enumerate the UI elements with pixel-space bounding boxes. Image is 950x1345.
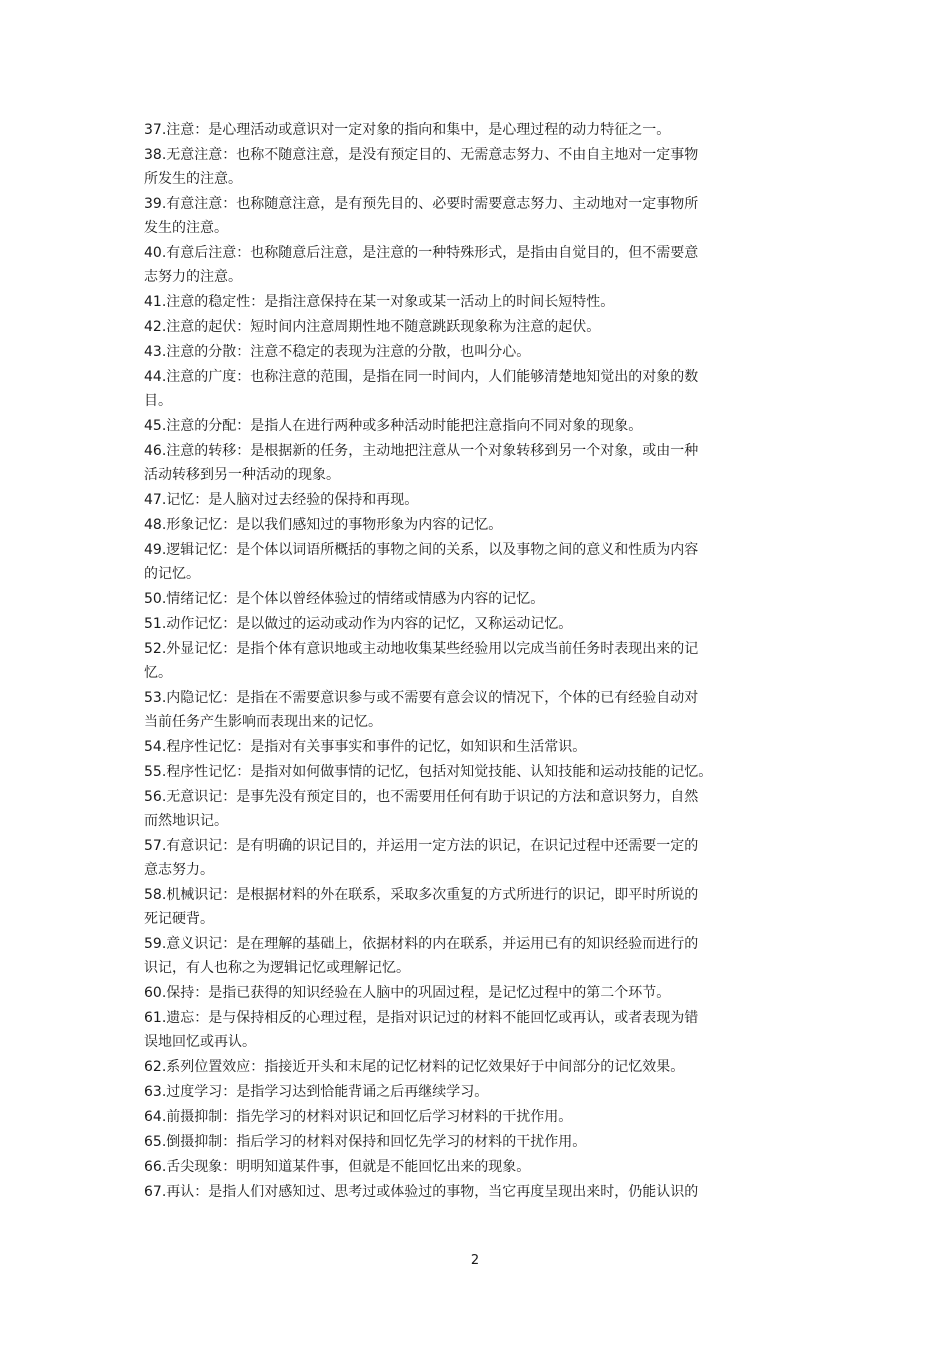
entry-41: 41.注意的稳定性：是指注意保持在某一对象或某一活动上的时间长短特性。 xyxy=(144,294,615,310)
entry-59: 59.意义识记：是在理解的基础上，依据材料的内在联系，并运用已有的知识经验而进行的 识记，有人也称之为逻辑记忆或理解记忆。 xyxy=(144,936,699,976)
entry-53: 53.内隐记忆：是指在不需要意识参与或不需要有意会议的情况下，个体的已有经验自动对 当前任务产生影响而表现出来的记忆。 xyxy=(144,690,699,730)
document-body xyxy=(144,118,744,1205)
entry-38: 38.无意注意：也称不随意注意，是没有预定目的、无需意志努力、不由自主地对一定事物 所发生的注意。 xyxy=(144,147,699,187)
entry-57: 57.有意识记：是有明确的识记目的，并运用一定方法的识记，在识记过程中还需要一定的 意志努力。 xyxy=(144,838,699,878)
entry-47: 47.记忆：是人脑对过去经验的保持和再现。 xyxy=(144,492,419,508)
entry-42: 42.注意的起伏：短时间内注意周期性地不随意跳跃现象称为注意的起伏。 xyxy=(144,319,601,335)
entry-62: 62.系列位置效应：指接近开头和末尾的记忆材料的记忆效果好于中间部分的记忆效果。 xyxy=(144,1059,685,1075)
entry-43: 43.注意的分散：注意不稳定的表现为注意的分散，也叫分心。 xyxy=(144,344,531,360)
page-number: 2 xyxy=(470,1253,480,1268)
entry-37: 37.注意：是心理活动或意识对一定对象的指向和集中，是心理过程的动力特征之一。 xyxy=(144,122,671,138)
entry-39: 39.有意注意：也称随意注意，是有预先目的、必要时需要意志努力、主动地对一定事物所 发生的注意。 xyxy=(144,196,699,236)
entry-55: 55.程序性记忆：是指对如何做事情的记忆，包括对知觉技能、认知技能和运动技能的记忆。 xyxy=(144,764,713,780)
entry-51: 51.动作记忆：是以做过的运动或动作为内容的记忆，又称运动记忆。 xyxy=(144,616,573,632)
entry-45: 45.注意的分配：是指人在进行两种或多种活动时能把注意指向不同对象的现象。 xyxy=(144,418,643,434)
entry-67: 67.再认：是指人们对感知过、思考过或体验过的事物，当它再度呈现出来时，仍能认识的 xyxy=(144,1184,699,1200)
entry-61: 61.遗忘：是与保持相反的心理过程，是指对识记过的材料不能回忆或再认，或者表现为错 误地回忆或再认。 xyxy=(144,1010,699,1050)
entry-48: 48.形象记忆：是以我们感知过的事物形象为内容的记忆。 xyxy=(144,517,503,533)
entry-46: 46.注意的转移：是根据新的任务，主动地把注意从一个对象转移到另一个对象，或由一种 活动转移到另一种活动的现象。 xyxy=(144,443,699,483)
entry-49: 49.逻辑记忆：是个体以词语所概括的事物之间的关系，以及事物之间的意义和性质为内容 的记忆。 xyxy=(144,542,699,582)
entry-44: 44.注意的广度：也称注意的范围，是指在同一时间内，人们能够清楚地知觉出的对象的数 目。 xyxy=(144,369,699,409)
entry-63: 63.过度学习：是指学习达到恰能背诵之后再继续学习。 xyxy=(144,1084,489,1100)
entry-64: 64.前摄抑制：指先学习的材料对识记和回忆后学习材料的干扰作用。 xyxy=(144,1109,573,1125)
entry-50: 50.情绪记忆：是个体以曾经体验过的情绪或情感为内容的记忆。 xyxy=(144,591,545,607)
entry-56: 56.无意识记：是事先没有预定目的，也不需要用任何有助于识记的方法和意识努力，自然 而然地识记。 xyxy=(144,789,699,829)
entry-66: 66.舌尖现象：明明知道某件事，但就是不能回忆出来的现象。 xyxy=(144,1159,531,1175)
entry-60: 60.保持：是指已获得的知识经验在人脑中的巩固过程，是记忆过程中的第二个环节。 xyxy=(144,985,671,1001)
entry-58: 58.机械识记：是根据材料的外在联系，采取多次重复的方式所进行的识记，即平时所说的 死记硬背。 xyxy=(144,887,699,927)
entry-54: 54.程序性记忆：是指对有关事事实和事件的记忆，如知识和生活常识。 xyxy=(144,739,587,755)
entry-52: 52.外显记忆：是指个体有意识地或主动地收集某些经验用以完成当前任务时表现出来的记 忆。 xyxy=(144,641,699,681)
entry-40: 40.有意后注意：也称随意后注意，是注意的一种特殊形式，是指由自觉目的，但不需要意 志努力的注意。 xyxy=(144,245,699,285)
entry-65: 65.倒摄抑制：指后学习的材料对保持和回忆先学习的材料的干扰作用。 xyxy=(144,1134,587,1150)
